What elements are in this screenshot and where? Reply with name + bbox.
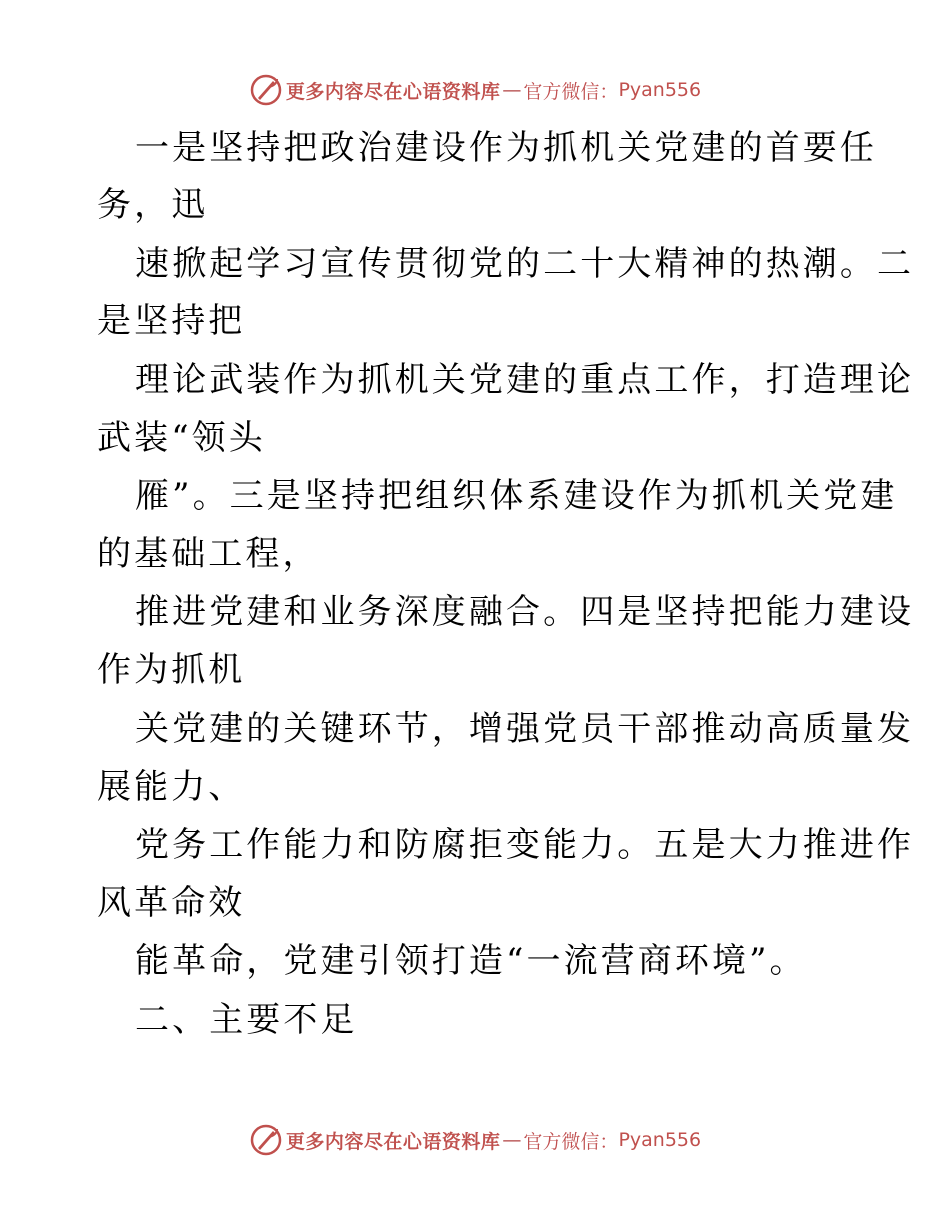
body-line: 作为抓机 <box>97 650 246 690</box>
brand-text: 更多内容尽在心语资料库 <box>285 80 501 103</box>
body-line: 风革命效 <box>97 883 246 923</box>
quill-pen-logo-icon <box>249 73 283 107</box>
body-line: 理论武装作为抓机关党建的重点工作，打造理论 <box>135 360 915 400</box>
body-line: 展能力、 <box>97 767 246 807</box>
body-line: 武装“领头 <box>97 418 266 458</box>
brand-text: 更多内容尽在心语资料库 <box>285 1130 501 1153</box>
body-line: 速掀起学习宣传贯彻党的二十大精神的热潮。二 <box>135 244 915 284</box>
wechat-id: Pyan556 <box>618 1129 702 1151</box>
banner-separator: — <box>502 79 522 101</box>
banner-separator: — <box>502 1129 522 1151</box>
body-line: 雁”。三是坚持把组织体系建设作为抓机关党建 <box>135 476 898 516</box>
section-heading: 二、主要不足 <box>135 1000 358 1040</box>
header-banner <box>0 70 950 110</box>
body-line: 关党建的关键环节，增强党员干部推动高质量发 <box>135 709 915 749</box>
wechat-label: 官方微信： <box>523 80 619 103</box>
footer-banner <box>0 1120 950 1160</box>
quill-pen-logo-icon <box>249 1123 283 1157</box>
body-line: 的基础工程， <box>97 534 320 574</box>
body-line: 推进党建和业务深度融合。四是坚持把能力建设 <box>135 592 915 632</box>
body-line: 能革命，党建引领打造“一流营商环境”。 <box>135 941 807 981</box>
body-line: 一是坚持把政治建设作为抓机关党建的首要任 <box>135 128 877 168</box>
body-line: 务，迅 <box>97 185 209 225</box>
wechat-id: Pyan556 <box>618 79 702 101</box>
wechat-label: 官方微信： <box>523 1130 619 1153</box>
body-line: 是坚持把 <box>97 301 246 341</box>
body-line: 党务工作能力和防腐拒变能力。五是大力推进作 <box>135 825 915 865</box>
